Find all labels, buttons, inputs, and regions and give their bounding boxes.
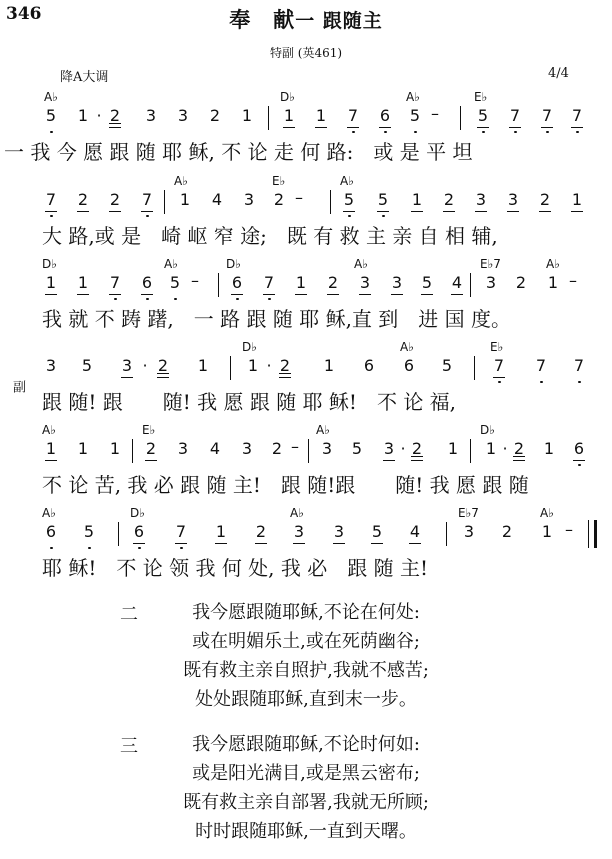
verse-line: 我今愿跟随耶稣,不论在何处: [192,602,420,623]
note: 1 [215,522,227,541]
chord-label: D♭ [242,340,257,354]
chord-label: E♭ [272,174,286,188]
note: 5 [377,190,389,209]
hymn-subtitle: 特副 (英461) [269,46,343,60]
note: 1 [541,522,553,541]
note: 1 [77,106,89,125]
note: 3 [333,522,345,541]
note: 4 [209,439,221,458]
verse-line: 既有救主亲自部署,我就无所顾; [183,792,429,813]
note: 7 [571,106,583,125]
note: 3 [507,190,519,209]
note: 2 [515,273,527,292]
chord-label: A♭ [354,257,368,271]
page-number: 346 [6,4,42,24]
note-hold: – [291,437,299,456]
note: 7 [45,190,57,209]
note: 2 [539,190,551,209]
note: 7 [535,356,547,375]
note: 2 [77,190,89,209]
note: 2 [109,106,121,125]
note: 6 [403,356,415,375]
note: 2 [157,356,169,375]
bar-line [474,356,475,380]
verse-line: 既有救主亲自照护,我就不感苦; [183,660,429,681]
verse-number: 二 [120,604,138,625]
note: 4 [451,273,463,292]
verse-line: 处处跟随耶稣,直到末一步。 [195,689,417,710]
refrain-label: 副 [10,380,25,393]
lyric-line: 大 路,或 是 崎 岖 窄 途; 既 有 救 主 亲 自 相 辅, [42,224,498,248]
music-row-6 [0,506,612,542]
chord-label: E♭ [490,340,504,354]
verse-line: 我今愿跟随耶稣,不论时何如: [192,734,420,755]
note: 6 [363,356,375,375]
note: 7 [109,273,121,292]
note: 1 [315,106,327,125]
note: 6 [141,273,153,292]
note-hold: – [565,520,573,539]
note: 1 [283,106,295,125]
music-row-4 [0,340,612,376]
note: 6 [573,439,585,458]
bar-line [446,522,447,546]
lyric-line: 耶 稣! 不 论 领 我 何 处, 我 必 跟 随 主! [42,556,429,580]
note: 7 [263,273,275,292]
verse-line: 或是阳光满目,或是黑云密布; [192,763,420,784]
note: 4 [211,190,223,209]
chord-label: A♭ [340,174,354,188]
note: 1 [77,273,89,292]
verse-line: 或在明媚乐土,或在死荫幽谷; [192,631,420,652]
note: 3 [121,356,133,375]
note: · [502,439,508,458]
note: 3 [391,273,403,292]
chord-label: A♭ [42,423,56,437]
chord-label: D♭ [280,90,295,104]
bar-line [470,273,471,297]
chord-label: A♭ [406,90,420,104]
title-suffix: 一 跟随主 [295,10,383,32]
note: 1 [547,273,559,292]
note: 6 [133,522,145,541]
chord-label: A♭ [164,257,178,271]
chord-label: D♭ [226,257,241,271]
note: 2 [501,522,513,541]
note: 7 [573,356,585,375]
note-hold: – [295,188,303,207]
time-signature: 4/4 [548,66,569,81]
verse-3 [0,730,612,846]
bar-line [164,190,165,214]
verse-line: 时时跟随耶稣,一直到天曙。 [195,821,417,842]
note: 3 [177,106,189,125]
chord-label: A♭ [546,257,560,271]
note-hold: – [431,104,439,123]
note: 1 [45,439,57,458]
chord-label: D♭ [480,423,495,437]
note: 1 [179,190,191,209]
note: 2 [271,439,283,458]
note: 2 [109,190,121,209]
verse-2 [0,598,612,714]
note: 2 [209,106,221,125]
note: 5 [409,106,421,125]
note: 1 [571,190,583,209]
note: 1 [197,356,209,375]
chord-label: A♭ [174,174,188,188]
hymn-title [0,4,612,34]
note: 1 [411,190,423,209]
note: 5 [441,356,453,375]
note: 3 [145,106,157,125]
note: 2 [327,273,339,292]
note: 1 [447,439,459,458]
note: 5 [343,190,355,209]
title-main: 奉 献 [229,7,296,32]
note: 6 [231,273,243,292]
note: 1 [543,439,555,458]
note: · [142,356,148,375]
lyric-line: 我 就 不 踌 躇, 一 路 跟 随 耶 稣,直 到 进 国 度。 [42,307,512,331]
note: 3 [475,190,487,209]
note: 3 [177,439,189,458]
chord-label: E♭7 [458,506,479,520]
note: 1 [323,356,335,375]
note: 3 [463,522,475,541]
lyric-line: 一 我 今 愿 跟 随 耶 稣, 不 论 走 何 路: 或 是 平 坦 [4,140,473,164]
bar-line [268,106,269,130]
chord-label: A♭ [290,506,304,520]
note: 3 [485,273,497,292]
note: · [400,439,406,458]
bar-line [230,356,231,380]
bar-line [308,439,309,463]
music-row-1 [0,90,612,126]
music-row-2 [0,174,612,210]
verse-number: 三 [120,736,138,757]
note: 6 [379,106,391,125]
chord-label: D♭ [42,257,57,271]
note: 3 [293,522,305,541]
chord-label: E♭7 [480,257,501,271]
note: 4 [409,522,421,541]
bar-line [470,439,471,463]
chord-label: A♭ [44,90,58,104]
note: 3 [359,273,371,292]
note: 2 [443,190,455,209]
note: 6 [45,522,57,541]
note: 5 [81,356,93,375]
chord-label: E♭ [142,423,156,437]
note: 1 [485,439,497,458]
note: 5 [421,273,433,292]
note: 5 [371,522,383,541]
lyric-line: 跟 随! 跟 随! 我 愿 跟 随 耶 稣! 不 论 福, [42,390,457,414]
note: 1 [45,273,57,292]
note: 5 [45,106,57,125]
note: 1 [247,356,259,375]
final-bar-line [588,520,589,548]
note: 7 [509,106,521,125]
note: 3 [243,190,255,209]
note: · [266,356,272,375]
note: 7 [541,106,553,125]
note: 2 [145,439,157,458]
note: 3 [321,439,333,458]
note: 2 [411,439,423,458]
music-row-5 [0,423,612,459]
note: 2 [273,190,285,209]
bar-line [218,273,219,297]
note: 5 [477,106,489,125]
note: 3 [45,356,57,375]
music-row-3 [0,257,612,293]
final-bar-line [594,520,597,548]
note: 1 [241,106,253,125]
note: · [96,106,102,125]
note: 1 [77,439,89,458]
chord-label: D♭ [130,506,145,520]
note: 5 [169,273,181,292]
chord-label: A♭ [540,506,554,520]
chord-label: A♭ [400,340,414,354]
chord-label: A♭ [42,506,56,520]
note: 2 [513,439,525,458]
note: 7 [493,356,505,375]
note: 5 [351,439,363,458]
note: 7 [141,190,153,209]
note: 7 [175,522,187,541]
note: 1 [109,439,121,458]
bar-line [460,106,461,130]
note: 1 [295,273,307,292]
note-hold: – [569,271,577,290]
chord-label: E♭ [474,90,488,104]
note: 2 [255,522,267,541]
note: 2 [279,356,291,375]
chord-label: A♭ [316,423,330,437]
bar-line [330,190,331,214]
note: 3 [383,439,395,458]
lyric-line: 不 论 苦, 我 必 跟 随 主! 跟 随!跟 随! 我 愿 跟 随 [42,473,529,497]
note: 3 [241,439,253,458]
key-signature: 降A大调 [60,70,109,85]
note-hold: – [191,271,199,290]
note: 5 [83,522,95,541]
note: 7 [347,106,359,125]
bar-line [118,522,119,546]
bar-line [132,439,133,463]
